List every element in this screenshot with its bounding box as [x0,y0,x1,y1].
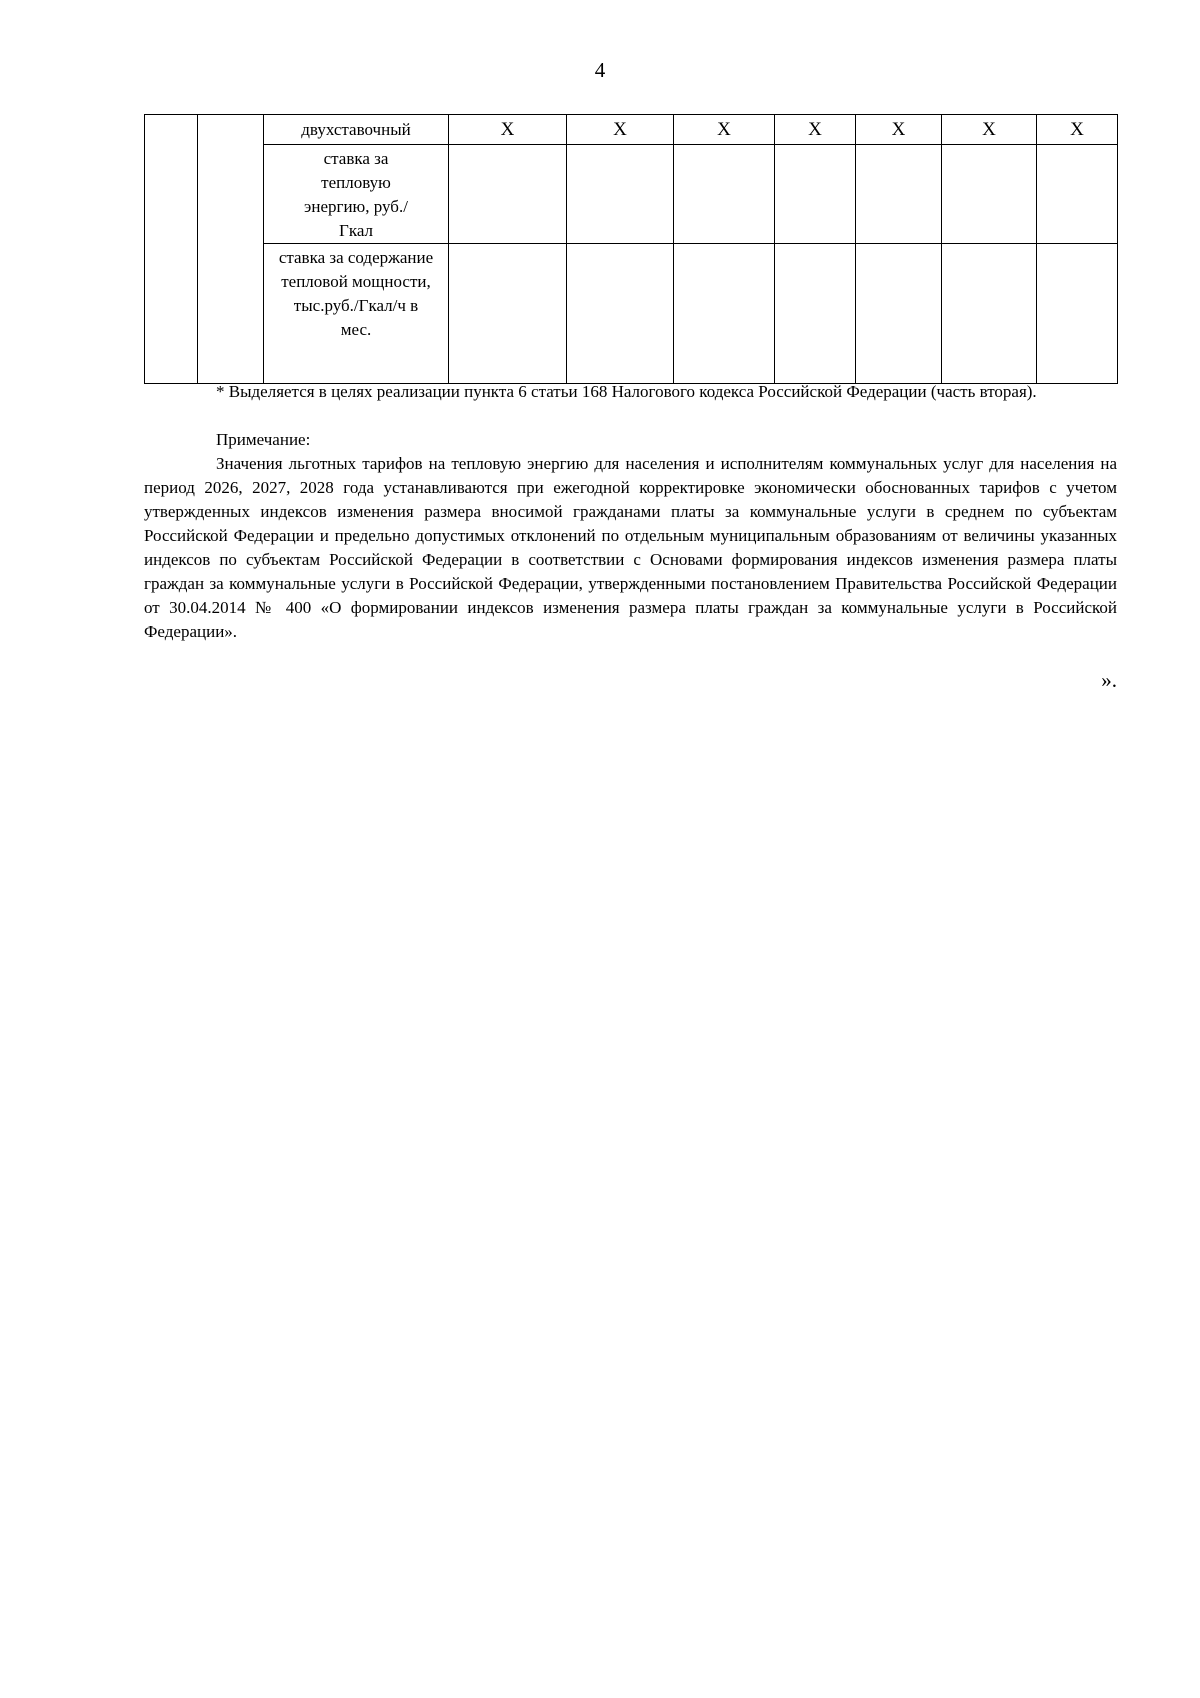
table-cell-empty [449,145,567,244]
table-cell-empty [674,145,775,244]
table-cell-mark: Х [856,115,942,145]
tariff-table [144,114,1118,384]
footnote: * Выделяется в целях реализации пункта 6 статьи 168 Налогового кодекса Российской Федерации (часть вторая). [216,382,1037,401]
table-cell-label: ставка за содержание тепловой мощности, тыс.руб./Гкал/ч в мес. [264,244,449,384]
table-cell-mark: Х [1037,115,1118,145]
table-cell-empty [145,115,198,384]
table-cell-mark: Х [674,115,775,145]
table-cell-mark: Х [567,115,674,145]
table-cell-empty [856,145,942,244]
table-cell-mark: Х [942,115,1037,145]
table-cell-mark: Х [775,115,856,145]
table-cell-empty [198,115,264,384]
table-cell-mark: Х [449,115,567,145]
page-number: 4 [594,58,606,82]
table-cell-empty [1037,145,1118,244]
note-heading: Примечание: [216,430,311,449]
table-cell-empty [567,145,674,244]
table-cell-empty [775,244,856,384]
table-cell-empty [942,244,1037,384]
table-cell-empty [674,244,775,384]
table-row [145,145,1118,244]
table-row [145,244,1118,384]
table-cell-empty [942,145,1037,244]
table-cell-label: ставка за тепловую энергию, руб./Гкал [264,145,449,244]
table-cell-label: двухставочный [264,115,449,145]
note-body: Значения льготных тарифов на тепловую энергию для населения и исполнителям коммунальных услуг для населения на период 2026, 2027, 2028 года устанавливаются при ежегодной корректировке экономически обоснованных тарифов с учетом утвержденных индексов изменения размера вносимой гражданами платы за коммунальные услуги в среднем по субъектам Российской Федерации и предельно допустимых отклонений по отдельным муниципальным образованиям от величины указанных индексов по субъектам Российской Федерации в соответствии с Основами формирования индексов изменения размера платы граждан за коммунальные услуги в Российской Федерации, утвержденными постановлением Правительства Российской Федерации от 30.04.2014 № 400 «О формировании индексов изменения размера платы граждан за коммунальные услуги в Российской Федерации». [144,454,1117,641]
table-cell-empty [449,244,567,384]
table-row [145,115,1118,145]
closing-quote-mark: ». [1101,668,1117,692]
table-cell-empty [1037,244,1118,384]
table-cell-empty [567,244,674,384]
table-cell-empty [775,145,856,244]
table-cell-empty [856,244,942,384]
